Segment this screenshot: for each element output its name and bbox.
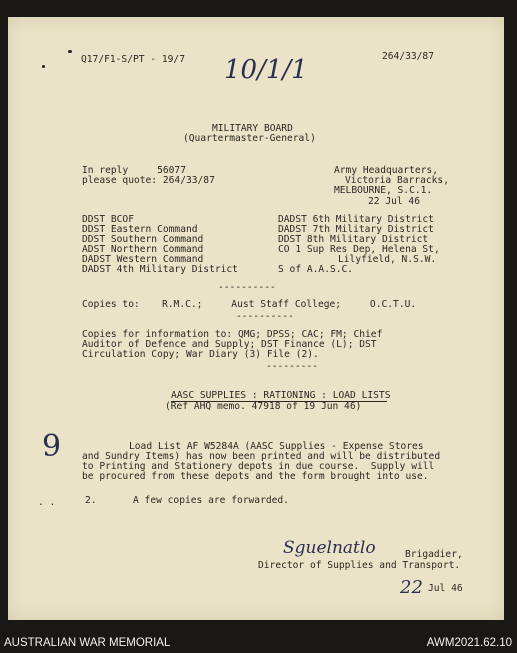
paragraph-1-line-3: to Printing and Stationery depots in due course. Supply will [82, 461, 435, 472]
punch-hole-mark [42, 65, 45, 68]
distribution-right-6: S of A.A.S.C. [278, 264, 354, 275]
copies-recipients: R.M.C.; Aust Staff College; O.C.T.U. [162, 299, 417, 310]
archive-reference: AWM2021.62.10 [426, 637, 512, 649]
signature-title: Director of Supplies and Transport. [258, 560, 461, 571]
distribution-right-1: DADST 6th Military District [278, 214, 434, 225]
margin-number: 9 [42, 429, 62, 464]
copies-info-line-1: Copies for information to: QMG; DPSS; CAC; FM; Chief [82, 329, 383, 340]
separator-line: ---------- [236, 311, 294, 322]
subject-title: AASC SUPPLIES : RATIONING : LOAD LISTS [171, 390, 391, 401]
paragraph-2-text: A few copies are forwarded. [133, 495, 289, 506]
distribution-right-3: DDST 8th Military District [278, 234, 429, 245]
letter-date: 22 Jul 46 [368, 196, 420, 207]
paragraph-1-line-1: Load List AF W5284A (AASC Supplies - Expense Stores [129, 441, 424, 452]
separator-line: ---------- [218, 282, 276, 293]
subject-reference: (Ref AHQ memo. 47918 of 19 Jun 46) [165, 401, 362, 412]
signature-rank: Brigadier, [405, 549, 463, 560]
paragraph-1-line-4: be procured from these depots and the form brought into use. [82, 471, 429, 482]
punch-hole-mark [68, 50, 72, 53]
distribution-left-6: DADST 4th Military District [82, 264, 238, 275]
signature-scrawl: Sguelnatlo [283, 538, 376, 558]
org-subtitle: (Quartermaster-General) [183, 133, 316, 144]
separator-line: --------- [266, 361, 318, 372]
margin-dots: . . [38, 497, 56, 508]
document-page [8, 17, 504, 620]
handwritten-date-day: 22 [400, 577, 423, 598]
file-ref-left: Q17/F1-S/PT - 19/7 [81, 54, 185, 65]
copies-label: Copies to: [82, 299, 140, 310]
signature-date: Jul 46 [428, 583, 463, 594]
paragraph-2-number: 2. [85, 495, 97, 506]
reply-line-2: please quote: 264/33/87 [82, 175, 215, 186]
distribution-right-2: DADST 7th Military District [278, 224, 434, 235]
address-line-3: MELBOURNE, S.C.1. [334, 185, 433, 196]
distribution-right-5: Lilyfield, N.S.W. [338, 254, 437, 265]
handwritten-folio: 10/1/1 [224, 55, 308, 85]
reply-line-1: In reply 56077 [82, 165, 186, 176]
distribution-left-3: DDST Southern Command [82, 234, 204, 245]
copies-info-line-2: Auditor of Defence and Supply; DST Finance (L); DST [82, 339, 377, 350]
distribution-right-4: CO 1 Sup Res Dep, Helena St, [278, 244, 440, 255]
copies-info-line-3: Circulation Copy; War Diary (3) File (2). [82, 349, 319, 360]
distribution-left-4: ADST Northern Command [82, 244, 204, 255]
distribution-left-5: DADST Western Command [82, 254, 204, 265]
address-line-2: Victoria Barracks, [345, 175, 449, 186]
archive-name: AUSTRALIAN WAR MEMORIAL [4, 637, 171, 649]
distribution-left-2: DDST Eastern Command [82, 224, 198, 235]
archive-footer [0, 634, 517, 653]
paragraph-1-line-2: and Sundry Items) has now been printed and will be distributed [82, 451, 441, 462]
distribution-left-1: DDST BCOF [82, 214, 134, 225]
address-line-1: Army Headquarters, [334, 165, 438, 176]
file-ref-right: 264/33/87 [382, 51, 434, 62]
org-title: MILITARY BOARD [212, 123, 293, 134]
